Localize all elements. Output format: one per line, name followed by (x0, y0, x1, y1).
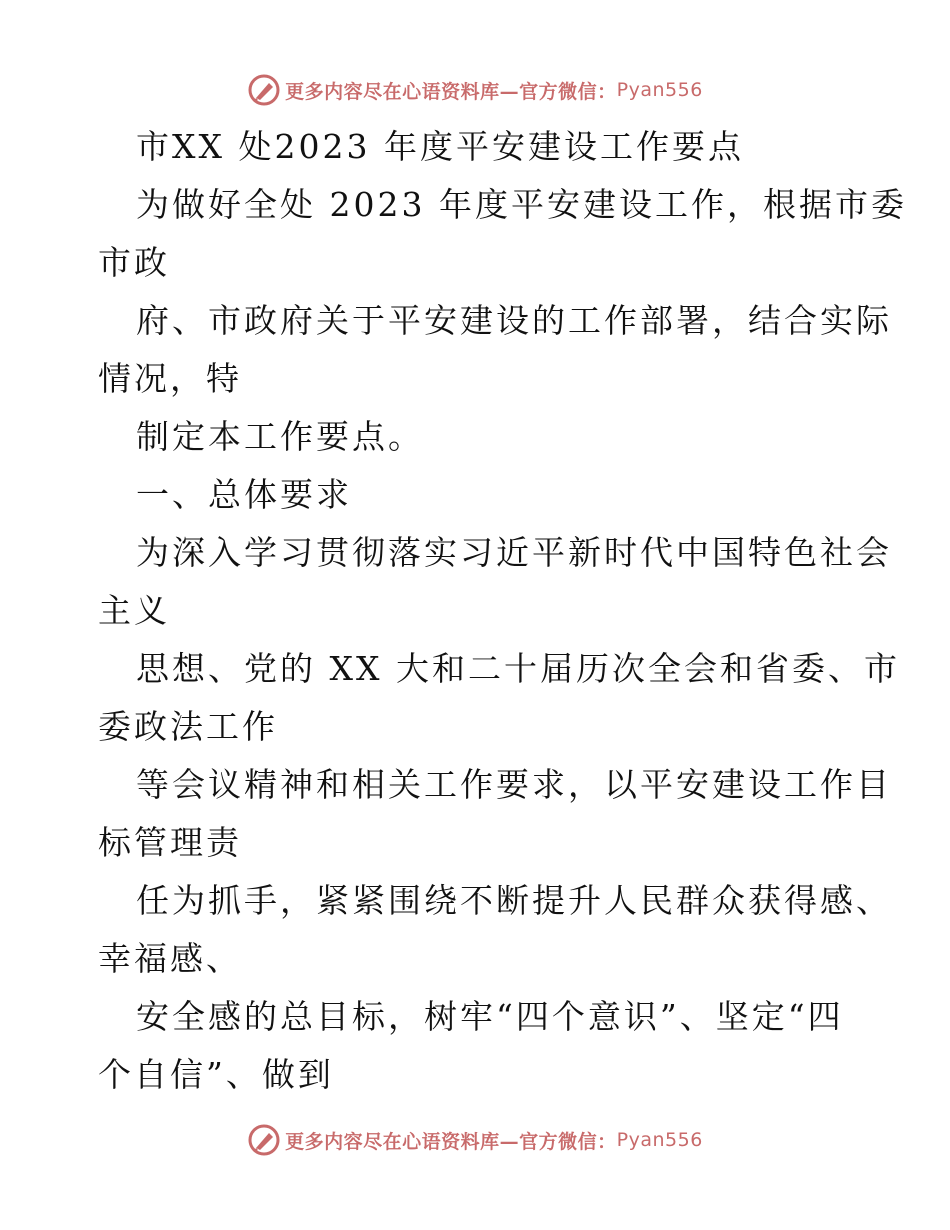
watermark-text: 更多内容尽在心语资料库—官方微信： (285, 1130, 617, 1153)
pen-logo-icon (247, 1123, 281, 1157)
text-line: 标管理责 (98, 823, 242, 862)
header-watermark (0, 70, 950, 110)
text-line: 个自信”、做到 (98, 1055, 334, 1094)
watermark-wechat-id: Pyan556 (616, 79, 703, 101)
text-line: 等会议精神和相关工作要求，以平安建设工作目 (136, 765, 892, 804)
text-line: 府、市政府关于平安建设的工作部署，结合实际 (136, 301, 892, 340)
text-line: 为做好全处 2023 年度平安建设工作，根据市委 (136, 185, 907, 224)
text-line: 情况，特 (98, 359, 242, 398)
text-line: 委政法工作 (98, 707, 278, 746)
pen-logo-icon (247, 73, 281, 107)
text-line: 任为抓手，紧紧围绕不断提升人民群众获得感、 (136, 881, 892, 920)
text-line: 思想、党的 XX 大和二十届历次全会和省委、市 (136, 649, 900, 688)
text-line: 市XX 处2023 年度平安建设工作要点 (136, 127, 744, 166)
text-line: 制定本工作要点。 (136, 417, 424, 456)
text-line: 一、总体要求 (136, 475, 352, 514)
watermark-text: 更多内容尽在心语资料库—官方微信： (285, 80, 617, 103)
text-line: 为深入学习贯彻落实习近平新时代中国特色社会 (136, 533, 892, 572)
text-line: 市政 (98, 243, 170, 282)
footer-watermark (0, 1120, 950, 1160)
text-line: 幸福感、 (98, 939, 242, 978)
text-line: 主义 (98, 591, 170, 630)
text-line: 安全感的总目标，树牢“四个意识”、坚定“四 (136, 997, 844, 1036)
watermark-wechat-id: Pyan556 (616, 1129, 703, 1151)
document-body (98, 118, 907, 1104)
